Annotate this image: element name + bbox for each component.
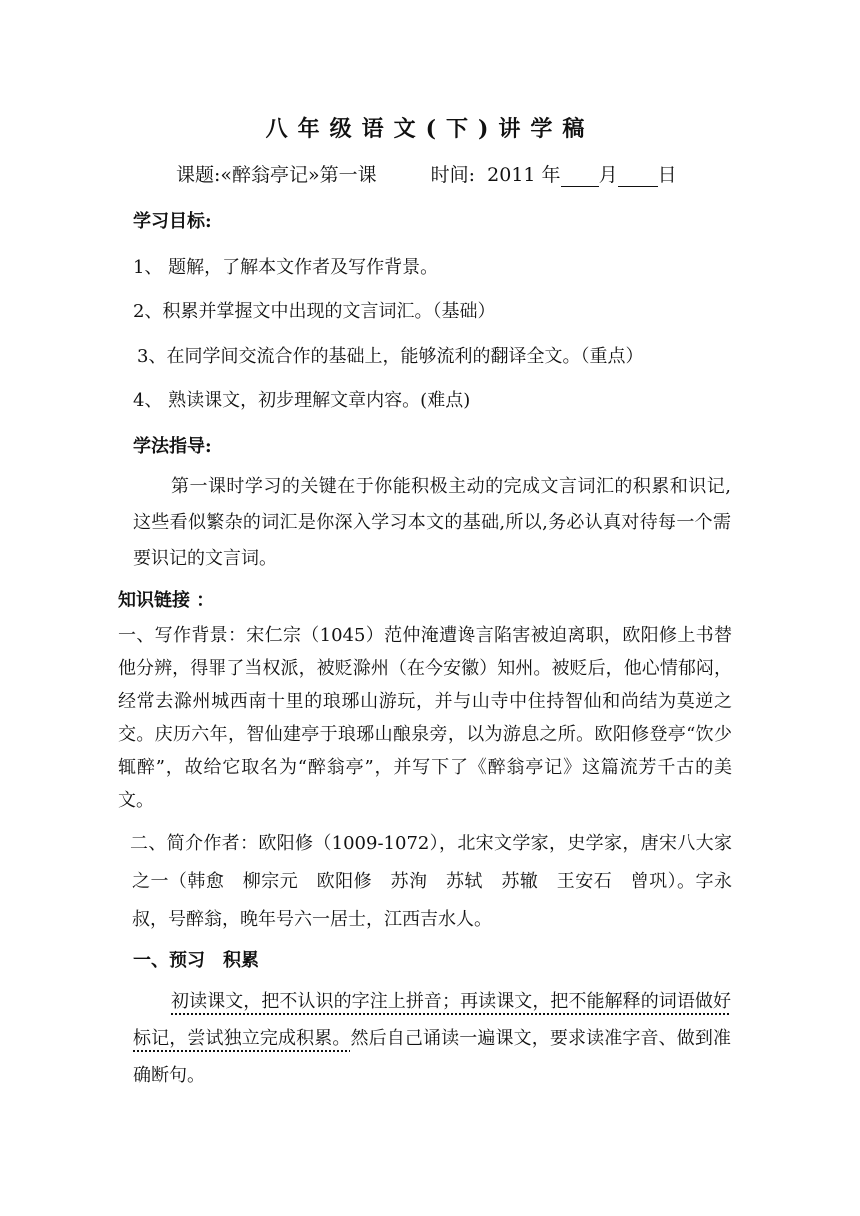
dotted-emphasis-text: 初读课文，把不认识的字注上拼音；再读课文，把不能解释的词语做好标记，尝试独立完成积累。 <box>133 991 731 1049</box>
background-paragraph: 一、写作背景：宋仁宗（1045）范仲淹遭谗言陷害被迫离职，欧阳修上书替他分辨，得罪了当权派，被贬滁州（在今安徽）知州。被贬后，他心情郁闷，经常去滁州城西南十里的琅琊山游玩，并与山寺中住持智仙和尚结为莫逆之交。庆历六年，智仙建亭于琅琊山酿泉旁，以为游息之所。欧阳修登亭“饮少辄醉”，故给它取名为“醉翁亭”，并写下了《醉翁亭记》这篇流芳千古的美文。 <box>118 625 732 811</box>
knowledge-heading: 知识链接 ： <box>118 590 215 611</box>
objective-item: 2、积累并掌握文中出现的文言词汇。（基础） <box>133 301 496 322</box>
objective-item: 3、在同学间交流合作的基础上，能够流利的翻译全文。（重点） <box>137 346 644 367</box>
objectives-heading: 学习目标: <box>133 211 212 232</box>
method-heading: 学法指导: <box>133 436 212 457</box>
method-paragraph: 第一课时学习的关键在于你能积极主动的完成文言词汇的积累和识记,这些看似繁杂的词汇是你深入学习本文的基础,所以,务必认真对待每一个需要识记的文言词。 <box>133 476 731 569</box>
objective-item: 1、 题解，了解本文作者及写作背景。 <box>133 257 439 278</box>
page-title: 八年级语文(下)讲学稿 <box>265 116 595 142</box>
objective-item: 4、 熟读课文，初步理解文章内容。(难点) <box>133 390 471 411</box>
preview-paragraph <box>133 983 731 1094</box>
year-value: 2011 年 <box>487 164 561 186</box>
author-paragraph: 二、简介作者：欧阳修（1009-1072），北宋文学家，史学家，唐宋八大家之一（韩愈 柳宗元 欧阳修 苏洵 苏轼 苏辙 王安石 曾巩）。字永叔，号醉翁，晚年号六一居士，江西吉水人。 <box>130 833 732 930</box>
month-label: 月 <box>598 164 618 186</box>
month-blank <box>561 164 599 187</box>
lesson-topic: 课题:«醉翁亭记»第一课 <box>176 164 377 186</box>
time-label: 时间: <box>430 164 476 186</box>
day-blank <box>618 164 658 187</box>
lesson-info <box>176 160 677 187</box>
preview-heading: 一、预习 积累 <box>133 950 259 971</box>
preview-rest-text: 然后自己诵读一遍课文，要求读准字音、做到准确断句。 <box>133 1028 731 1086</box>
day-label: 日 <box>657 164 677 186</box>
